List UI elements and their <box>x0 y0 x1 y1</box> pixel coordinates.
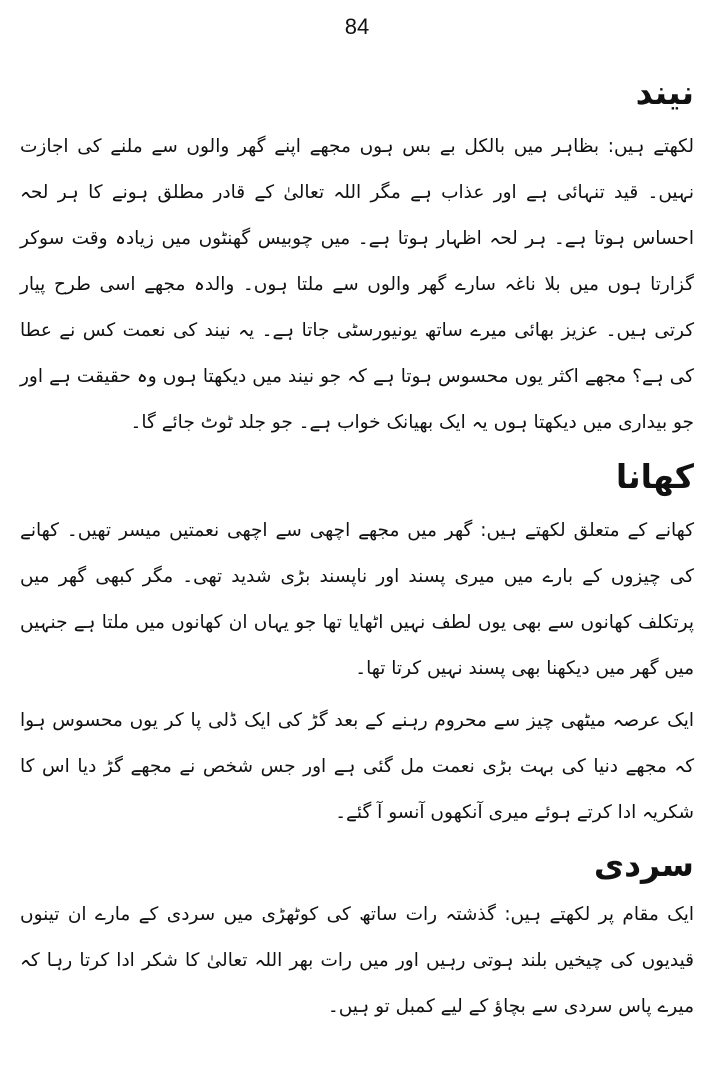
page-content <box>20 66 694 1030</box>
heading-food: کھانا <box>615 457 694 496</box>
heading-cold: سردی <box>593 845 694 884</box>
paragraph-food-2: ایک عرصہ میٹھی چیز سے محروم رہنے کے بعد گڑ کی ایک ڈلی پا کر یوں محسوس ہوا کہ مجھے دنیا کی بہت بڑی نعمت مل گئی ہے اور جس شخص نے مجھے گڑ دیا اس کا شکریہ ادا کرتے ہوئے میری آنکھوں آنسو آ گئے۔ <box>20 710 694 823</box>
paragraph-sleep: لکھتے ہیں: بظاہر میں بالکل بے بس ہوں مجھے اپنے گھر والوں سے ملنے کی اجازت نہیں۔ قید تنہائی ہے اور عذاب ہے مگر اللہ تعالیٰ کے قادر مطلق ہونے کا ہر لحہ احساس ہوتا ہے۔ ہر لحہ اظہار ہوتا ہے۔ میں چوبیس گھنٹوں میں زیادہ وقت سوکر گزارتا ہوں میں بلا ناغہ سارے گھر والوں سے ملتا ہوں۔ والدہ مجھے اسی طرح پیار کرتی ہیں۔ عزیز بھائی میرے ساتھ یونیورسٹی جاتا ہے۔ یہ نیند کی نعمت کس نے عطا کی ہے؟ مجھے اکثر یوں محسوس ہوتا ہے کہ جو نیند میں دیکھتا ہوں وہ حقیقت ہے اور جو بیداری میں دیکھتا ہوں یہ ایک بھیانک خواب ہے۔ جو جلد ٹوٹ جائے گا۔ <box>20 136 694 433</box>
heading-sleep: نیند <box>635 73 694 112</box>
paragraph-cold: ایک مقام پر لکھتے ہیں: گذشتہ رات ساتھ کی کوٹھڑی میں سردی کے مارے ان تینوں قیدیوں کی چیخیں بلند ہوتی رہیں اور میں رات بھر اللہ تعالیٰ کا شکر ادا کرتا رہا کہ میرے پاس سردی سے بچاؤ کے لیے کمبل تو ہیں۔ <box>20 904 694 1017</box>
page-number: 84 <box>344 14 370 39</box>
paragraph-food-1: کھانے کے متعلق لکھتے ہیں: گھر میں مجھے اچھی سے اچھی نعمتیں میسر تھیں۔ کھانے کی چیزوں کے بارے میں میری پسند اور ناپسند بڑی شدید تھی۔ مگر کبھی گھر میں پرتکلف کھانوں سے بھی یوں لطف نہیں اٹھایا تھا جو یہاں ان کھانوں میں ملتا ہے جنہیں میں گھر میں دیکھنا بھی پسند نہیں کرتا تھا۔ <box>20 520 694 679</box>
